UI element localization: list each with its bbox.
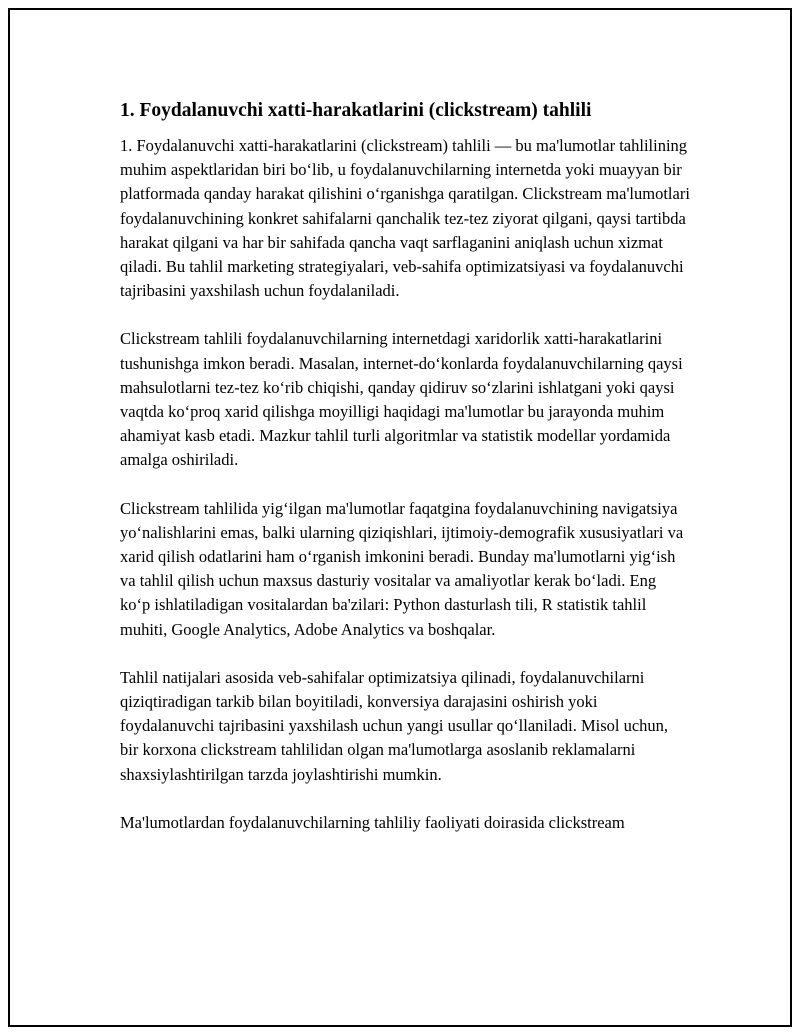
paragraph-5: Ma'lumotlardan foydalanuvchilarning tahliliy faoliyati doirasida clickstream (120, 812, 625, 832)
paragraph-2: Clickstream tahlili foydalanuvchilarning internetdagi xaridorlik xatti-harakatlarini tushunishga imkon beradi. Masalan, internet-do‘konlarda foydalanuvchilarning qaysi mahsulotlarni tez-tez ko‘rib chiqishi, qanday qidiruv so‘zlarini ishlatgani yoki qaysi vaqtda ko‘proq xarid qilishga moyilligi haqidagi ma'lumotlar bu jarayonda muhim ahamiyat kasb etadi. Mazkur tahlil turli algoritmlar va statistik modellar yordamida amalga oshiriladi. (120, 329, 683, 470)
page-content (120, 98, 690, 859)
paragraph-1: 1. Foydalanuvchi xatti-harakatlarini (clickstream) tahlili — bu ma'lumotlar tahlilining muhim aspektlaridan biri bo‘lib, u foydalanuvchilarning internetda yoki muayyan bir platformada qanday harakat qilishini o‘rganishga qaratilgan. Clickstream ma'lumotlari foydalanuvchining konkret sahifalarni qanchalik tez-tez ziyorat qilgani, qaysi tartibda harakat qilgani va har bir sahifada qancha vaqt sarflaganini aniqlash uchun xizmat qiladi. Bu tahlil marketing strategiyalari, veb-sahifa optimizatsiyasi va foydalanuvchi tajribasini yaxshilash uchun foydalaniladi. (120, 136, 690, 301)
section-heading: 1. Foydalanuvchi xatti-harakatlarini (clickstream) tahlili (120, 100, 592, 121)
paragraph-4: Tahlil natijalari asosida veb-sahifalar optimizatsiya qilinadi, foydalanuvchilarni qiziqtiradigan tarkib bilan boyitiladi, konversiya darajasini oshirish yoki foydalanuvchi tajribasini yaxshilash uchun yangi usullar qo‘llaniladi. Misol uchun, bir korxona clickstream tahlilidan olgan ma'lumotlarga asoslanib reklamalarni shaxsiylashtirilgan tarzda joylashtirishi mumkin. (120, 667, 669, 784)
page-frame (8, 8, 792, 1027)
paragraph-3: Clickstream tahlilida yig‘ilgan ma'lumotlar faqatgina foydalanuvchining navigatsiya yo‘nalishlarini emas, balki ularning qiziqishlari, ijtimoiy-demografik xususiyatlari va xarid qilish odatlarini ham o‘rganish imkonini beradi. Bunday ma'lumotlarni yig‘ish va tahlil qilish uchun maxsus dasturiy vositalar va amaliyotlar kerak bo‘ladi. Eng ko‘p ishlatiladigan vositalardan ba'zilari: Python dasturlash tili, R statistik tahlil muhiti, Google Analytics, Adobe Analytics va boshqalar. (120, 498, 684, 639)
